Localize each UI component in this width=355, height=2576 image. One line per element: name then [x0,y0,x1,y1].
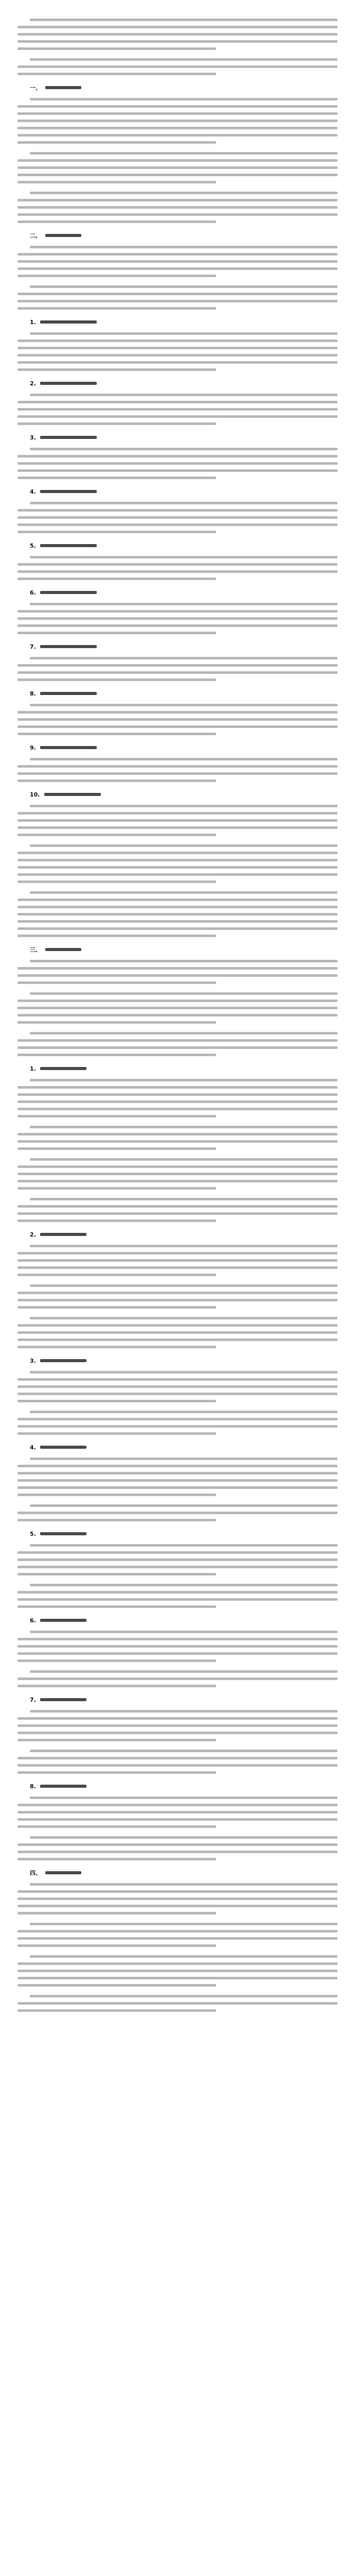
subsection-heading [17,487,338,496]
paragraph [17,1883,338,1914]
subsection-number: 3. [30,434,36,441]
paragraph [17,704,338,735]
paragraph [17,19,338,50]
subsection-heading [17,1443,338,1451]
subsection-number: 2. [30,1231,36,1238]
paragraph [17,246,338,277]
subsection-number: 4. [30,488,36,495]
paragraph [17,1458,338,1496]
subsection-heading [17,1696,338,1704]
paragraph [17,891,338,937]
paragraph [17,1371,338,1402]
paragraph [17,1995,338,2012]
paragraph [17,1955,338,1987]
paragraph [17,758,338,782]
subsection-number: 5. [30,1530,36,1537]
paragraph [17,556,338,580]
paragraph [17,1411,338,1435]
paragraph [17,1631,338,1662]
paragraph [17,960,338,984]
paragraph [17,1923,338,1947]
paragraph [17,285,338,310]
paragraph [17,332,338,371]
subsection-number: 10. [30,791,40,798]
chapter-number: 一、 [30,84,41,91]
paragraph [17,1836,338,1860]
chapter-number: 三、 [30,946,41,953]
subsection-number: 4. [30,1444,36,1451]
paragraph [17,1504,338,1521]
chapter-heading [17,231,338,240]
subsection-heading [17,1064,338,1073]
subsection-number: 9. [30,744,36,751]
paragraph [17,98,338,144]
paragraph [17,394,338,425]
paragraph [17,1544,338,1575]
paragraph [17,992,338,1024]
subsection-number: 2. [30,380,36,387]
subsection-heading [17,318,338,326]
paragraph [17,603,338,634]
subsection-heading [17,588,338,597]
subsection-heading [17,1530,338,1538]
chapter-number: 二、 [30,232,41,239]
paragraph [17,844,338,883]
paragraph [17,1126,338,1150]
chapter-heading [17,1869,338,1877]
subsection-number: 7. [30,1696,36,1703]
paragraph [17,657,338,681]
paragraph [17,1317,338,1348]
paragraph [17,152,338,183]
chapter-number: 四、 [30,1870,41,1876]
paragraph [17,1032,338,1056]
subsection-number: 3. [30,1357,36,1364]
subsection-number: 8. [30,1783,36,1790]
subsection-heading [17,1782,338,1790]
subsection-heading [17,790,338,799]
subsection-heading [17,541,338,550]
paragraph [17,1245,338,1276]
subsection-heading [17,1616,338,1624]
paragraph [17,58,338,75]
subsection-number: 7. [30,643,36,650]
paragraph [17,1284,338,1309]
subsection-number: 5. [30,542,36,549]
subsection-heading [17,1230,338,1239]
subsection-heading [17,379,338,387]
paragraph [17,192,338,223]
subsection-number: 1. [30,318,36,326]
paragraph [17,502,338,533]
paragraph [17,1198,338,1222]
paragraph [17,448,338,479]
subsection-heading [17,689,338,698]
paragraph [17,805,338,836]
subsection-heading [17,642,338,651]
paragraph [17,1797,338,1828]
subsection-heading [17,433,338,442]
chapter-heading [17,83,338,92]
subsection-heading [17,743,338,752]
chapter-heading [17,945,338,954]
subsection-number: 6. [30,1617,36,1624]
subsection-number: 8. [30,690,36,697]
paragraph [17,1584,338,1608]
subsection-number: 1. [30,1065,36,1072]
paragraph [17,1710,338,1741]
subsection-heading [17,1357,338,1365]
paragraph [17,1750,338,1774]
paragraph [17,1670,338,1687]
paragraph [17,1079,338,1117]
subsection-number: 6. [30,589,36,596]
paragraph [17,1158,338,1190]
